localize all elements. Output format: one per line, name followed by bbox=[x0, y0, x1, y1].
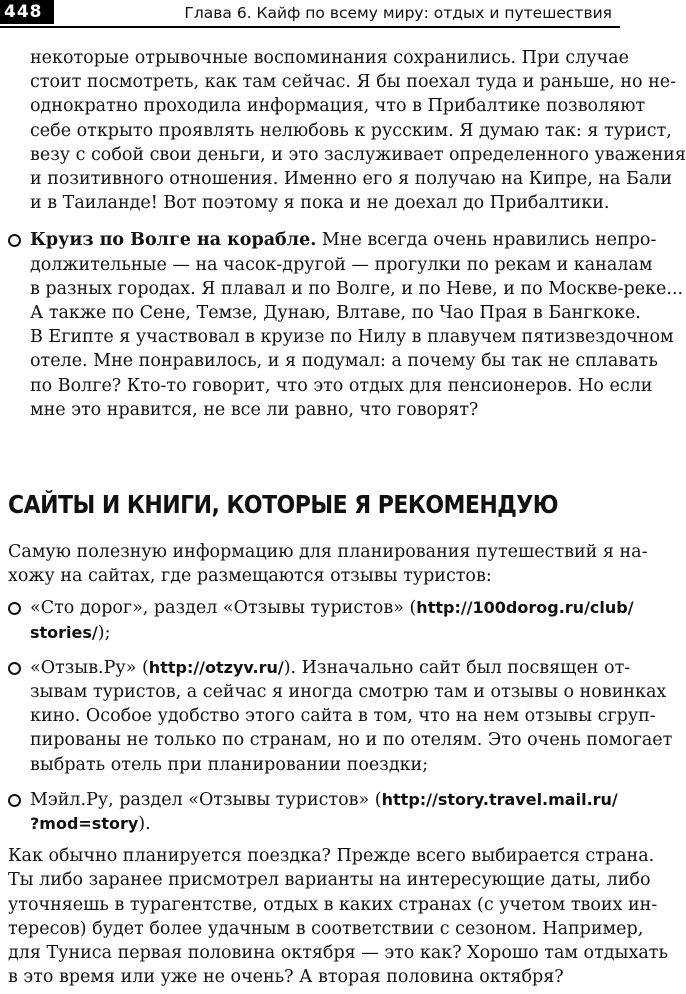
site-list-item-otzyv bbox=[0, 656, 673, 777]
text-line bbox=[30, 812, 610, 836]
sites-intro-paragraph bbox=[8, 540, 648, 588]
text-line: мне это нравится, не все ли равно, что говорят? bbox=[30, 399, 479, 420]
text-line: кино. Особое удобство этого сайта в том, что на нем отзывы сгруп- bbox=[30, 706, 656, 727]
site3-tail: ). bbox=[138, 814, 151, 835]
site3-url-link[interactable]: http://story.travel.mail.ru/ bbox=[381, 789, 618, 809]
bullet-circle-icon bbox=[8, 794, 21, 807]
text-line: отеле. Мне понравилось, и я подумал: а почему бы так не сплавать bbox=[30, 351, 658, 372]
text-line bbox=[30, 788, 618, 812]
closing-paragraph bbox=[8, 844, 668, 989]
site3-text-before: Мэйл.Ру, раздел «Отзывы туристов» ( bbox=[30, 789, 382, 810]
text-line bbox=[30, 228, 657, 252]
text-line: хожу на сайтах, где размещаются отзывы туристов: bbox=[8, 566, 492, 587]
text-line bbox=[30, 621, 610, 645]
text-line: в разных городах. Я плавал и по Волге, и по Неве, и по Москве-реке... bbox=[30, 278, 684, 299]
text-line: В Египте я участвовал в круизе по Нилу в плавучем пятизвездочном bbox=[30, 327, 674, 348]
text-line bbox=[30, 656, 631, 680]
text-line: А также по Сене, Темзе, Дунаю, Влтаве, по Чао Прая в Бангкоке. bbox=[30, 303, 641, 324]
text-line: и в Таиланде! Вот поэтому я пока и не доехал до Прибалтики. bbox=[30, 193, 610, 214]
cruise-title: Круиз по Волге на корабле. bbox=[30, 230, 317, 251]
text-line: однократно проходила информация, что в Прибалтике позволяют bbox=[30, 96, 646, 117]
chapter-title: Глава 6. Кайф по всему миру: отдых и путешествия bbox=[184, 4, 612, 22]
site1-url-link[interactable]: http://100dorog.ru/club/ bbox=[416, 598, 634, 618]
text-line: стоит посмотреть, как там сейчас. Я бы поехал туда и раньше, но не- bbox=[30, 72, 677, 93]
site1-text: «Сто дорог», раздел «Отзывы туристов» ( bbox=[30, 598, 417, 619]
site2-text-after: ). Изначально сайт был посвящен от- bbox=[283, 657, 631, 678]
text-line: Самую полезную информацию для планирования путешествий я на- bbox=[8, 542, 648, 563]
site-list-item-100dorog bbox=[0, 596, 634, 644]
text-line: должительные — на часок-другой — прогулки по рекам и каналам bbox=[30, 254, 653, 275]
text-line: Ты либо заранее присмотрел варианты на интересующие даты, либо bbox=[8, 870, 651, 891]
bullet-circle-icon bbox=[8, 662, 21, 675]
text-line: по Волге? Кто-то говорит, что это отдых для пенсионеров. Но если bbox=[30, 375, 653, 396]
text-line: себе открыто проявлять нелюбовь к русским. Я думаю так: я турист, bbox=[30, 120, 672, 141]
cruise-line1-rest: Мне всегда очень нравились непро- bbox=[316, 230, 657, 251]
cruise-list-item bbox=[0, 228, 684, 422]
text-line: Как обычно планируется поездка? Прежде всего выбирается страна. bbox=[8, 846, 655, 867]
text-line: выбрать отель при планировании поездки; bbox=[30, 754, 429, 775]
text-line: и позитивного отношения. Именно его я получаю на Кипре, на Бали bbox=[30, 169, 673, 190]
text-line: в это время или уже не очень? А вторая половина октября? bbox=[8, 967, 564, 988]
site2-text-before: «Отзыв.Ру» ( bbox=[30, 657, 149, 678]
text-line: тересов) будет более удачным в соответствии с сезоном. Например, bbox=[8, 918, 644, 939]
section-heading: САЙТЫ И КНИГИ, КОТОРЫЕ Я РЕКОМЕНДУЮ bbox=[8, 490, 559, 520]
bullet-circle-icon bbox=[8, 234, 21, 247]
text-line: уточняешь в турагентстве, отдых в каких странах (с учетом твоих ин- bbox=[8, 894, 658, 915]
site1-tail: ); bbox=[97, 622, 111, 643]
page-number: 448 bbox=[0, 0, 54, 24]
site2-url-link[interactable]: http://otzyv.ru/ bbox=[148, 657, 284, 677]
site1-url-link-cont[interactable]: stories/ bbox=[30, 622, 98, 642]
bullet-circle-icon bbox=[8, 602, 21, 615]
text-line bbox=[30, 596, 634, 620]
page-header bbox=[0, 0, 620, 28]
site-list-item-mail bbox=[0, 788, 620, 836]
page-content bbox=[0, 46, 686, 990]
text-line: зывам туристов, а сейчас я иногда смотрю там и отзывы о новинках bbox=[30, 682, 667, 703]
site3-url-link-cont[interactable]: ?mod=story bbox=[30, 814, 139, 834]
intro-paragraph bbox=[30, 46, 686, 215]
text-line: пированы не только по странам, но и по отелям. Это очень помогает bbox=[30, 730, 673, 751]
text-line: некоторые отрывочные воспоминания сохранились. При случае bbox=[30, 48, 629, 68]
text-line: для Туниса первая половина октября — это как? Хорошо там отдыхать bbox=[8, 943, 668, 964]
text-line: везу с собой свои деньги, и это заслуживает определенного уважения bbox=[30, 144, 686, 165]
